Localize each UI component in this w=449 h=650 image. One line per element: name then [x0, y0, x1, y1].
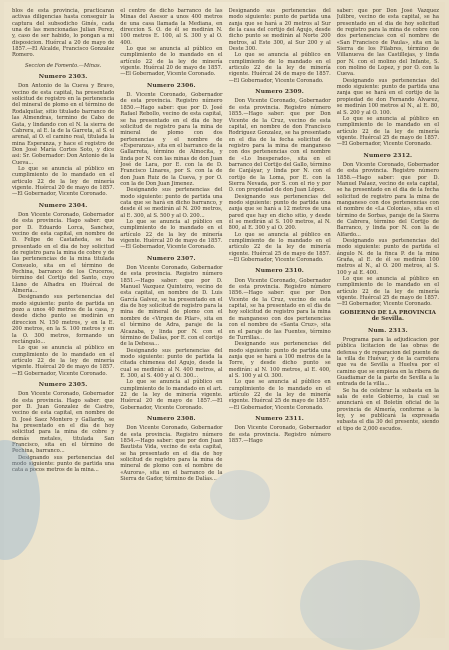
paragraph: Designando sus pertenencias del modo siguiente: punto de partida una zanja que se hará a 100 metros de la Torre, y desde dicho punto se medirán: al N. 100 metros, al E. 400, al S. 100 y al O. 300. [228, 341, 331, 379]
paragraph: Don Vicente Coronado, Gobernador de esta provincia. Registro número 1858.—Hago saber: que por D. Manuel Palaez, vecino de esta capital, se ha presentado en el dia de la fecha solicitud de registro para la mina de manganeso con dos pertenencias con el nombre de «La Colonia», sita en el término de Sorbas, paraje de la Sierra de Cabrera, término del Cortijo de Barranco, y linda por N. con la de Alfardo... [336, 161, 439, 238]
notice-number: Numero 2312. [363, 152, 413, 159]
paragraph: el centro de dicho barranco de las Minas del Asesor a unos 400 metros de una casa llamada la Mediana, en direccion S. O. de él se medirán N. 100 metros E. 100, al S. 300 y al O. 400. [120, 8, 223, 46]
government-heading: GOBIERNO DE LA PROVINCIA [339, 309, 436, 316]
paragraph: Designando sus pertenencias del modo siguiente: punto de partida una zanja que se hará en el cortijo de la propiedad de don Fernando Alvarez, se medirán 100 metros al N., al E. 80, al S. 200 y al O. 100. [336, 77, 439, 116]
newspaper-page [4, 2, 445, 638]
paragraph: Don Vicente Coronado, Gobernador de esta provincia. Hago saber: que por D. Juan Gonzalez de Castro, vecino de esta capital, en nombre de D. José Saez Montero y Gallardo, se ha presentado en el dia de hoy solicitud para la mina de cobre y demás metales, titulada San Francisco, sita en el término de Pechina, barranco... [12, 391, 115, 455]
paragraph: Designando sus pertenencias del modo siguiente: punto de partida la citada chimenea del Agujo, desde la cual se medirán: al N. 400 metros, al E. 300, al S. 400 y al O. 300... [120, 347, 223, 379]
paragraph: Lo que se anuncia al público en cumplimiento de lo mandado en el art. 22 de la ley de minería vigente. Huércal 20 de mayo de 1857.—El Gobernador, Vicente Coronado. [120, 379, 223, 411]
paragraph: D. Vicente Coronado, Gobernador de esta provincia. Registro número 1850.—Hago saber: que por D. José Rafael Rebollo, vecino de esta capital, se ha presentado en el dia de hoy solicitud de registro para la mina de mineral de plomo con dos pertenencias y el nombre de «Esperanza», sita en el barranco de la Gallarreta, término de Almocita, y linda por N. con las minas de don Juan José de Lara, por E. con la de D. Francisco Linares, por S. con la de don Juan Ruiz de la Cueva, y por O. con la de Don Juan Jimenez. [120, 92, 223, 187]
paragraph: Don Vicente Coronado, Gobernador de esta provincia. Registro número 1856.—Hago saber: que por Don Vicente de la Cruz, vecino de esta capital, se ha presentado en el dia de hoy solicitud de registro para la mina de manganeso con dos pertenencias con el nombre de «Santa Cruz», sita en el paraje de las Fuentes, término de Turrillas... [228, 277, 331, 341]
notice-number: Numero 2303. [38, 74, 88, 81]
paragraph: Don Antonio de la Cueva y Bravo, vecino de esta capital, ha presentado solicitud de registro en la pertenencia del mineral de plomo en el término de Rodalquilar, sitio titulado barranco de las Almendras, termino de Cabo de Gata, y lindando con el N. la sierra de Cabrera, al E. la de la Garreta, al S. el arenal, al O. el camino real, titulada la mina Esperanza, y hace el registro de Don José María Cortes Soto, y dice asi: Sr. Gobernador: Don Antonio de la Cueva... [12, 83, 115, 166]
section-heading: Seccion de Fomento.—Minas. [24, 62, 102, 69]
paragraph: Lo que se anuncia al público en cumplimiento de lo mandado en el articulo 22 de la ley de minería vigente. Huércal 24 de mayo de 1857.—El Gobernador, Vicente Coronado. [228, 52, 331, 84]
column-2 [120, 8, 222, 638]
paragraph: Don Vicente Coronado, Gobernador de esta provincia. Registro número 1855.—Hago saber: que por Don Vicente de la Cruz, vecino de esta capital, en nombre de don Francisco Rodriguez Gonzalez, se ha presentado en el dia de la fecha solicitud de registro para la mina de manganeso con dos pertenencias con el nombre de «Lo Inesperado», sita en el barranco del Cortijo del Gallo, término de Canjáyar, y linda por N. con el cortijo de la Loma, por E. con la Sierra Nevada, por S. con el rio y por O. con propiedad de don Juan López. [228, 98, 331, 194]
paragraph: Don Vicente Coronado, Gobernador de esta provincia. Registro número 1851.—Hago saber: que por D. Manuel Vazquez Quinteiro, vecino de esta capital, en nombre de D. Luis García Galvez, se ha presentado en el dia de hoy solicitud de registro para la mina de mineral de plomo con el nombre de «Virgen de Pilar», sita en el término de Adra, paraje de la Alcazaba, y linda por N. con el término de Dalías, por E. con el cortijo de la Dehesa... [120, 265, 223, 348]
paragraph: Lo que se anuncia al público en cumplimiento de lo mandado en el artículo 22 de la ley de minería vigente. Huércal 25 de mayo de 1857.—El Gobernador, Vicente Coronado. [336, 276, 439, 308]
notice-number: Numero 2310. [255, 268, 305, 275]
paragraph: Designando sus pertenencias del modo siguiente: punto de partida el ángulo N. de la finca P. de la mina Graña, al E. de él se medirán 100 metros al N., al O. 200 metros, al S. 100 y al E. 400. [336, 238, 439, 276]
paragraph: Se ha de celebrar la subasta en la sala de este Gobierno, la cual se anunciará en el Boletín oficial de la provincia de Almería, conforme a la ley, y se publicará la expresada subasta el dia 30 del presente, siendo el tipo de 2,000 escudos. [336, 387, 439, 432]
paragraph: Designando sus pertenencias del modo siguiente: punto de partida una zanja que se hará a 20 metros al Sur de la casa del cortijo del Agujo, desde dicho punto se medirán al Norte 200 metros, al Este 300, al Sur 200 y al Oeste 300. [228, 8, 331, 53]
paragraph: Designando sus pertenencias del modo siguiente: punto de partida una cata a pocos metros de la mina... [12, 454, 115, 474]
paragraph: Lo que se anuncia al público en cumplimiento de lo mandado en el artículo 22 de la ley de minería vigente. Huércal 25 de mayo de 1857.—El Gobernador, Vicente Coronado. [336, 115, 439, 148]
column-3 [229, 8, 331, 638]
paragraph: blos de esta provincia, practicaran activas diligencias hasta conseguir la captura del subsodicho Ginés, cada una de las mencionadas Julian Perez, y, caso de ser habido, lo pongan a mi disposicion. Huércal a 20 de mayo de 1857.—El Alcalde, Francisco Gonzalez Romero. [12, 8, 115, 59]
paragraph: saber: que por Don José Vazquez Julibre, vecino de esta capital, se ha presentado en el dia de hoy solicitud de registro para la mina de cobre con dos pertenencias con el nombre de «San Francisco de Paula», sita en la Sierra de los Filabres, término de Villanueva de las Castillejas, y linda por N. con el molino del Infante, S. con molino de Lopez, y por O. con la Cueva. [336, 8, 439, 78]
paragraph: Lo que se anuncia al público en cumplimiento de lo mandado en el artículo 22 de la ley de minería vigente. Huércal 20 de mayo de 1857.—El Gobernador, Vicente Coronado. [12, 345, 115, 377]
paragraph: Don Vicente Coronado, Gobernador de esta provincia. Registro número 1854.—Hago saber: que por don Juan Bautista Vida, vecino de esta capital, se ha presentado en el dia de hoy solicitud de registro para la mina de mineral de plomo con el nombre de «Aurora», sita en el barranco de la Sierra de Gador, término de Dalías... [120, 425, 223, 483]
paragraph: Lo que se anuncia al público en cumplimiento de lo mandado en el artículo 22 de la ley de minería vigente. Huércal 25 de mayo de 1857.—El Gobernador, Vicente Coronado. [228, 231, 331, 264]
notice-number: Numero 2308. [146, 415, 196, 422]
paragraph: Designando sus pertenencias del modo siguiente: punto de partida una cata que se hará en dicho barranco, y desde él se medirán al N. 200 metros, al E. 300, al S. 500 y al O. 200... [120, 187, 223, 219]
notice-number: Numero 2305. [38, 381, 88, 388]
paragraph: Lo que se anuncia al público en cumplimiento de lo mandado en el artículo 22 de la ley de minería vigente. Huércal 20 de mayo de 1857.—El Gobernador, Vicente Coronado. [120, 46, 223, 78]
notice-number: Num. 2313. [367, 327, 408, 334]
paragraph: Lo que se anuncia al público en cumplimiento de lo mandado en el artículo 22 de la ley de minería vigente. Huércal 25 de mayo de 1857.—El Gobernador, Vicente Coronado. [228, 379, 331, 411]
paragraph: Don Vicente Coronado, Gobernador de esta provincia. Hago saber: que por D. Eduardo Lorca, Sanchez, vecino de esta capital, en nombre de D. Felipe de Castañeda, se ha presentado en el dia de hoy solicitud de registro para la mina de cobre y de las pertenencias de la mina titulada Consuelo, sita en el término de Pechina, barranco de los Cruceros, término del Cortijo del Santo, cuyo Llano de Alhadra en Huércal de Almería... [12, 211, 115, 295]
column-1 [12, 8, 114, 638]
notice-number: Numero 2309. [255, 89, 305, 96]
paragraph: Designando sus pertenencias del modo siguiente: punto de partida una zanja que se hará a 12 metros de una pared que hay en dicho sitio, y desde él se medirán al S. 100 metros, al N. 800, al E. 300 y al O. 200. [228, 193, 331, 232]
paragraph: Lo que se anuncia al público en cumplimiento de lo mandado en el artículo 22 de la ley de minería vigente. Huércal 20 de mayo de 1857.—El Gobernador, Vicente Coronado. [120, 219, 223, 251]
paragraph: Designando sus pertenencias del modo siguiente: punto de partida un pozo a unos 40 metros de la casa, y desde dicho punto se medirán en direccion N. 150 metros, y en la E. 200 metros, en la S. 100 metros y en la O. 300 metros, formando un rectángulo... [12, 294, 115, 345]
notice-number: Numero 2307. [146, 255, 196, 262]
paragraph: Don Vicente Coronado, Gobernador de esta provincia. Registro número 1857.—Hago [228, 425, 331, 444]
government-subheading: de Sevilla. [371, 316, 404, 323]
notice-number: Numero 2304. [38, 202, 88, 209]
paragraph: Programa para la adjudicacion por pública licitacion de las obras de defensa y de reparacion del puente de la villa de Huévar, y de la carretera que va de Sevilla a Huelva por el camino que se empieza en la ribera de Guadiamar de la parte de Sevilla a la entrada de la villa... [336, 336, 439, 388]
column-4 [337, 8, 439, 638]
paragraph: Lo que se anuncia al público en cumplimiento de lo mandado en el articulo 22 de la ley de minería vigente. Huércal 20 de mayo de 1857.—El Gobernador, Vicente Coronado. [12, 165, 115, 198]
notice-number: Numero 2311. [255, 415, 305, 422]
notice-number: Numero 2306. [146, 82, 196, 89]
